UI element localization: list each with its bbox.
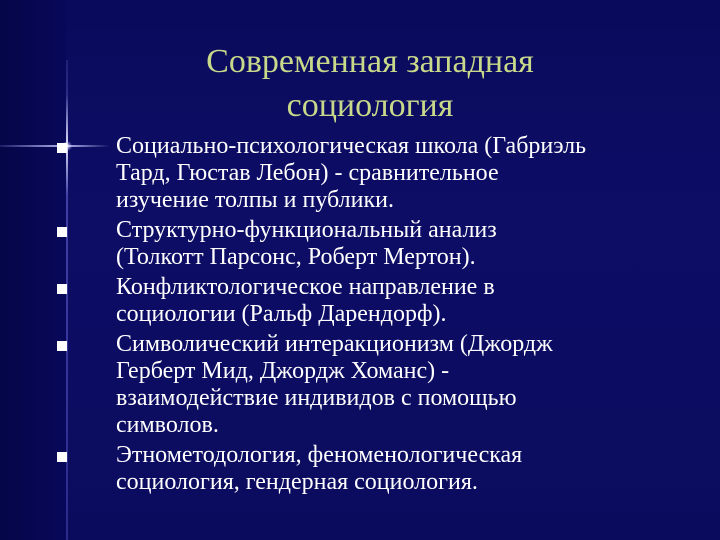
slide-title xyxy=(120,40,620,128)
bullet-text-line: Герберт Мид, Джордж Хоманс) - xyxy=(116,358,450,384)
bullet-item xyxy=(68,274,698,328)
square-bullet-icon xyxy=(57,143,67,153)
square-bullet-icon xyxy=(57,227,67,237)
bullet-text-line: Социально-психологическая школа (Габриэль xyxy=(116,133,587,159)
bullet-text-line: изучение толпы и публики. xyxy=(116,187,394,213)
bullet-text-line: символов. xyxy=(116,412,219,438)
bullet-text-line: социология, гендерная социология. xyxy=(116,469,478,495)
square-bullet-icon xyxy=(57,452,67,462)
slide-title-line-1: Современная западная xyxy=(206,43,534,80)
bullet-text-line: взаимодействие индивидов с помощью xyxy=(116,385,517,411)
bullet-text-line: (Толкотт Парсонс, Роберт Мертон). xyxy=(116,244,476,270)
square-bullet-icon xyxy=(57,341,67,351)
bullet-text-line: Конфликтологическое направление в xyxy=(116,274,495,300)
bullet-text-line: Структурно-функциональный анализ xyxy=(116,217,497,243)
bullet-text-line: Символический интеракционизм (Джордж xyxy=(116,331,553,357)
bullet-text-line: Тард, Гюстав Лебон) - сравнительное xyxy=(116,160,499,186)
bullet-text-line: Этнометодология, феноменологическая xyxy=(116,442,523,468)
bullet-list xyxy=(68,133,698,496)
bullet-item xyxy=(68,217,698,271)
bullet-item xyxy=(68,442,698,496)
bullet-text-line: социологии (Ральф Дарендорф). xyxy=(116,301,447,327)
bullet-item xyxy=(68,133,698,214)
bullet-item xyxy=(68,331,698,439)
square-bullet-icon xyxy=(57,284,67,294)
slide-title-line-2: социология xyxy=(286,87,454,124)
